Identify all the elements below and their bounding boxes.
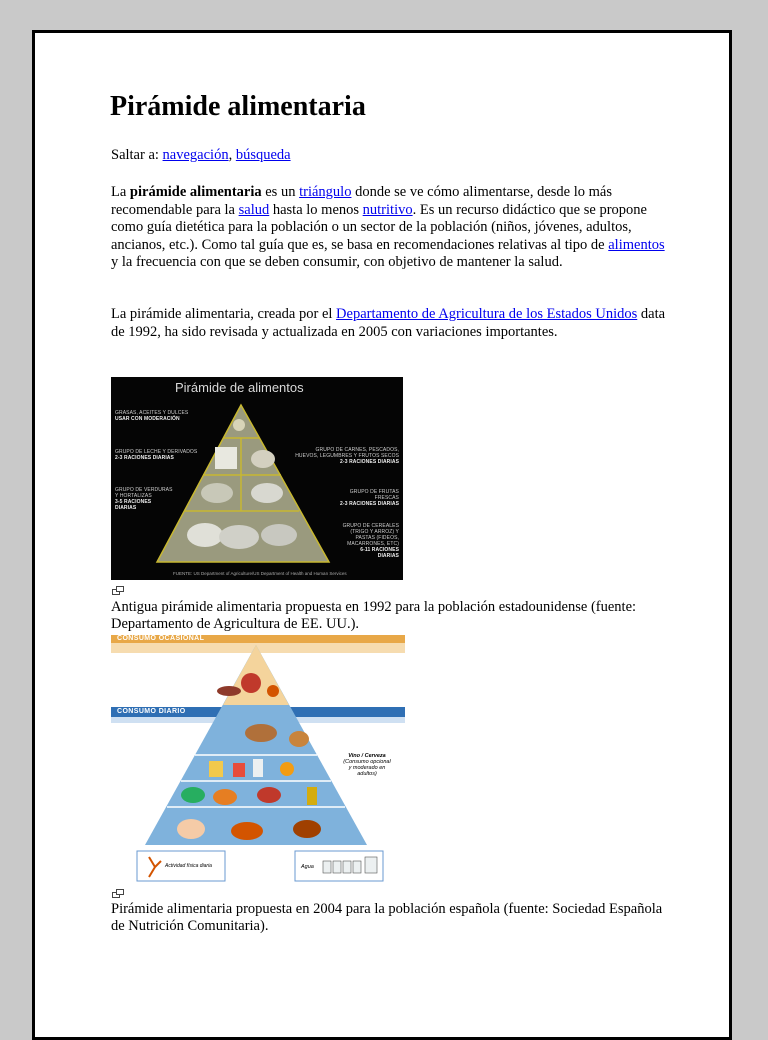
fruits-label: GRUPO DE FRUTAS FRESCAS 2-3 RACIONES DIARIAS [340,489,399,507]
text-run: . Es un recurso didáctico que se propone como guía dietética para la población o un sector de la población (niños, jóvenes, adultos, ancianos, etc.). Como tal guía que es, se basa en recomendaciones relativas al tipo de [111,201,647,253]
text-run: data de 1992, ha sido revisada y actualizada en 2005 con variaciones importantes. [111,306,666,340]
health-link[interactable]: salud [238,201,270,218]
water-label: Agua [301,864,314,870]
text-run: hasta lo menos [269,201,363,218]
wine-beer-note: Vino / Cerveza (Consumo opcional y moderado en adultos) [343,753,391,777]
text-run: donde se ve cómo alimentarse, desde lo más recomendable para la [111,184,612,218]
bold-term: pirámide alimentaria [129,184,262,200]
dairy-label: GRUPO DE LECHE Y DERIVADOS 2-3 RACIONES DIARIAS [115,449,198,461]
figure1-source: FUENTE: US Department of Agriculture/US Department of Health and Human Services [173,571,347,576]
page-title: Pirámide alimentaria [110,91,366,122]
usda-pyramid-image[interactable] [111,377,403,580]
occasional-band-label: CONSUMO OCASIONAL [117,635,205,642]
meat-label: GRUPO DE CARNES, PESCADOS, HUEVOS, LEGUMBRES Y FRUTOS SECOS 2-3 RACIONES DIARIAS [295,447,399,465]
enlarge-icon[interactable] [112,586,124,595]
figure1-caption: Antigua pirámide alimentaria propuesta en 1992 para la población estadounidense (fuente: Departamento de Agricultura de EE. UU.). [111,599,637,632]
fats-label: GRASAS, ACEITES Y DULCES USAR CON MODERACIÓN [115,410,189,422]
jump-separator: , [228,147,236,163]
enlarge-icon[interactable] [112,889,124,898]
usda-link[interactable]: Departamento de Agricultura de los Estados Unidos [336,306,638,322]
vegetables-label: GRUPO DE VERDURAS Y HORTALIZAS 3-5 RACIONES DIARIAS [115,487,173,511]
spanish-pyramid-image[interactable] [111,635,405,885]
text-run: es un [261,184,300,200]
text-run: y la frecuencia con que se deben consumir, con objetivo de mantener la salud. [111,254,563,270]
figure1-title: Pirámide de alimentos [175,380,304,395]
navigation-link[interactable]: navegación [162,147,229,163]
foods-link[interactable]: alimentos [608,236,665,253]
text-run: La [111,184,130,200]
jump-links [111,147,671,165]
search-link[interactable]: búsqueda [235,147,291,163]
text-run: La pirámide alimentaria, creada por el [111,306,337,322]
physical-activity-label: Actividad física diaria [165,863,212,869]
document-page [32,30,732,1040]
nutritive-link[interactable]: nutritivo [362,201,413,218]
history-paragraph [111,306,671,341]
intro-paragraph [111,184,671,272]
triangle-link[interactable]: triángulo [299,184,352,200]
figure2-caption: Pirámide alimentaria propuesta en 2004 para la población española (fuente: Sociedad Española de Nutrición Comunitaria). [111,901,663,934]
daily-band-label: CONSUMO DIARIO [117,708,186,715]
cereals-label: GRUPO DE CEREALES (TRIGO Y ARROZ) Y PASTAS (FIDEOS, MACARRONES, ETC) 6-11 RACIONES DIARIAS [342,523,399,559]
jump-prefix: Saltar a: [111,147,163,163]
